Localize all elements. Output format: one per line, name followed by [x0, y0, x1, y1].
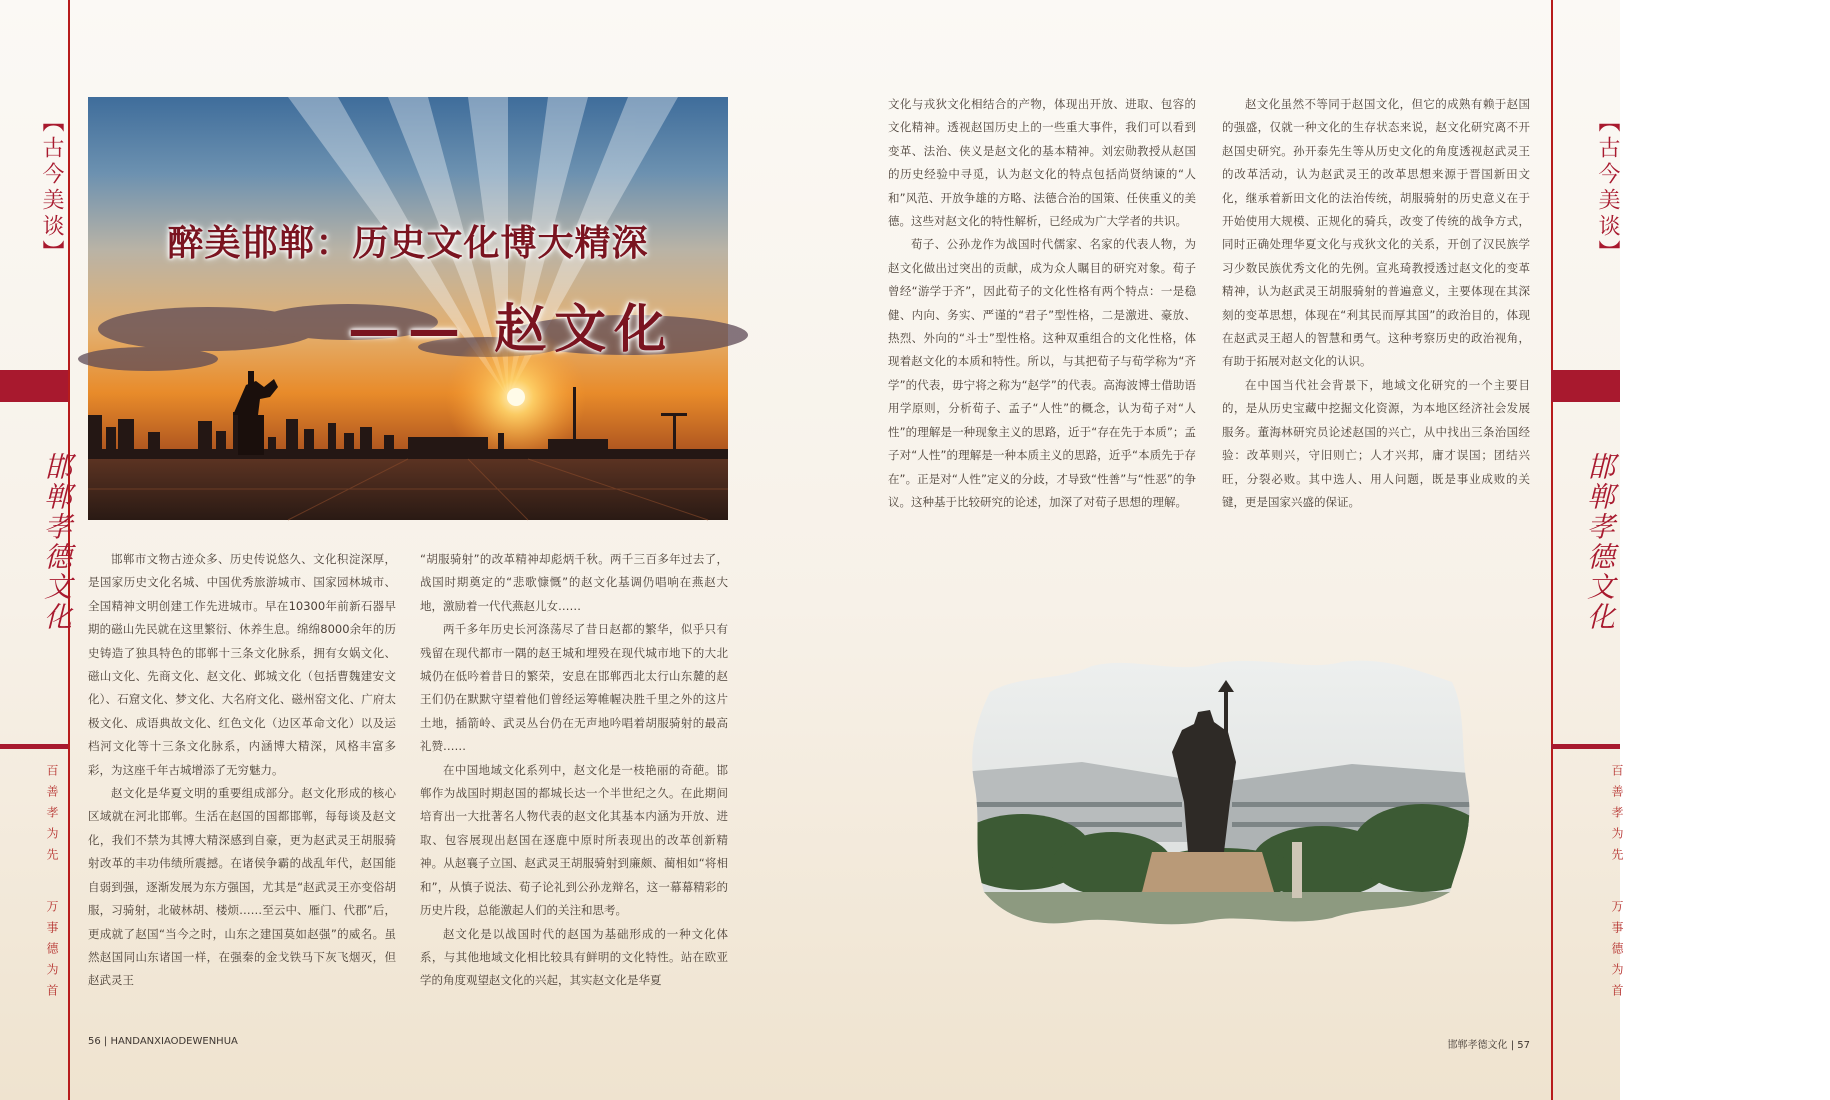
paragraph: 两千多年历史长河涤荡尽了昔日赵都的繁华，似乎只有残留在现代都市一隅的赵王城和埋殁在现代城市地下的大北城仍在低吟着昔日的繁荣，安息在邯郸西北太行山东麓的赵王们仍在默默守望着他们曾经运筹帷幄决胜千里之外的这片土地，插箭岭、武灵丛台仍在无声地吟唱着胡服骑射的最高礼赞…… — [420, 622, 728, 754]
article-column-4 — [1222, 93, 1530, 514]
right-red-band — [1551, 370, 1620, 402]
paragraph: “胡服骑射”的改革精神却彪炳千秋。两千三百多年过去了，战国时期奠定的“悲歌慷慨”的赵文化基调仍唱响在燕赵大地，激励着一代代燕赵儿女…… — [420, 552, 728, 613]
paragraph: 文化与戎狄文化相结合的产物，体现出开放、进取、包容的文化精神。透视赵国历史上的一些重大事件，我们可以看到变革、法治、侠义是赵文化的基本精神。刘宏勋教授从赵国的历史经验中寻觅，认为赵文化的特点包括尚贤纳谏的“人和”风范、开放争雄的方略、法德合治的国策、任侠重义的美德。这些对赵文化的特性解析，已经成为广大学者的共识。 — [888, 97, 1196, 229]
left-red-band-thin — [0, 744, 68, 749]
page-folio-right: 邯郸孝德文化 | 57 — [1447, 1040, 1530, 1051]
sun — [507, 388, 525, 406]
city-skyline — [88, 387, 728, 459]
hero-title-line-2: —— 赵文化 — [348, 299, 675, 360]
left-red-band — [0, 370, 68, 402]
paragraph: 赵文化是以战国时代的赵国为基础形成的一种文化体系，与其他地域文化相比较具有鲜明的文化特性。站在欧亚学的角度观望赵文化的兴起，其实赵文化是华夏 — [420, 926, 728, 988]
paragraph: 荀子、公孙龙作为战国时代儒家、名家的代表人物，为赵文化做出过突出的贡献，成为众人瞩目的研究对象。荀子曾经“游学于齐”，因此荀子的文化性格有两个特点：一是稳健、内向、务实、严谨的“君子”型性格，二是激进、豪放、热烈、外向的“斗士”型性格。这种双重组合的文化性格，体现着赵文化的本质和特性。所以，与其把荀子与荀学称为“齐学”的代表，毋宁将之称为“赵学”的代表。高海波博士借助语用学原则，分析荀子、孟子“人性”的概念，认为荀子对“人性”的理解是一种现象主义的思路，近于“存在先于本质”；孟子对“人性”的理解是一种本质主义的思路，近乎“本质先于存在”。正是对“人性”定义的分歧，才导致“性善”与“性恶”的争议。这种基于比较研究的论述，加深了对荀子思想的理解。 — [888, 237, 1196, 509]
stone-pillar — [1292, 842, 1302, 898]
page-folio-left: 56 | HANDANXIAODEWENHUA — [88, 1036, 238, 1047]
article-column-3 — [888, 93, 1196, 514]
hero-title-line-1: 醉美邯郸：历史文化博大精深 — [167, 222, 649, 264]
motto-right-1: 百善孝为先 — [1610, 764, 1624, 869]
article-column-1 — [88, 548, 396, 993]
article-column-2 — [420, 548, 728, 993]
motto-left-2: 万事德为首 — [45, 900, 59, 1005]
motto-left-1: 百善孝为先 — [45, 764, 59, 869]
section-label-right: 【古今美谈】 — [1595, 110, 1620, 266]
hero-image — [88, 97, 728, 520]
statue-photo — [962, 652, 1482, 930]
ground — [962, 892, 1482, 930]
calligraphy-left: 邯郸孝德文化 — [40, 452, 73, 632]
motto-right-2: 万事德为首 — [1610, 900, 1624, 1005]
section-label-left: 【古今美谈】 — [39, 110, 64, 266]
paragraph: 赵文化虽然不等同于赵国文化，但它的成熟有赖于赵国的强盛，仅就一种文化的生存状态来说，赵文化研究离不开赵国史研究。孙开泰先生等从历史文化的角度透视赵武灵王的改革活动，认为赵武灵王的改革思想来源于晋国新田文化，继承着新田文化的法治传统，胡服骑射的历史意义在于开始使用大规模、正规化的骑兵，改变了传统的战争方式，同时正确处理华夏文化与戎狄文化的关系，开创了汉民族学习少数民族优秀文化的先例。宣兆琦教授透过赵文化的变革精神，认为赵武灵王胡服骑射的普遍意义，主要体现在其深刻的变革思想，体现在“利其民而厚其国”的政治目的，体现在赵武灵王超人的智慧和勇气。这种考察历史的政治视角，有助于拓展对赵文化的认识。 — [1222, 97, 1530, 369]
paragraph: 在中国当代社会背景下，地域文化研究的一个主要目的，是从历史宝藏中挖掘文化资源，为本地区经济社会发展服务。董海林研究员论述赵国的兴亡，从中找出三条治国经验：改革则兴，守旧则亡；人才兴邦，庸才误国；团结兴旺，分裂必败。其中选人、用人问题，既是事业成败的关键，更是国家兴盛的保证。 — [1222, 377, 1530, 509]
paragraph: 邯郸市文物古迹众多、历史传说悠久、文化积淀深厚，是国家历史文化名城、中国优秀旅游城市、国家园林城市、全国精神文明创建工作先进城市。早在10300年前新石器早期的磁山先民就在这里繁衍、休养生息。绵绵8000余年的历史铸造了独具特色的邯郸十三条文化脉系，拥有女娲文化、磁山文化、先商文化、赵文化、邺城文化（包括曹魏建安文化）、石窟文化、梦文化、大名府文化、磁州窑文化、广府太极文化、成语典故文化、红色文化（边区革命文化）以及运档河文化等十三条文化脉系，内涵博大精深，风格丰富多彩，为这座千年古城增添了无穷魅力。 — [88, 552, 396, 777]
right-red-band-thin — [1551, 744, 1620, 749]
statue-pedestal — [1142, 852, 1274, 892]
paragraph: 在中国地域文化系列中，赵文化是一枝艳丽的奇葩。邯郸作为战国时期赵国的都城长达一个半世纪之久。在此期间培育出一大批著名人物代表的赵文化其基本内涵为开放、进取、包容展现出赵国在逐鹿中原时所表现出的改革创新精神。从赵襄子立国、赵武灵王胡服骑射到廉颇、蔺相如“将相和”，从慎子说法、荀子论礼到公孙龙辩名，这一幕幕精彩的历史片段，总能激起人们的关注和思考。 — [420, 762, 728, 918]
paragraph: 赵文化是华夏文明的重要组成部分。赵文化形成的核心区域就在河北邯郸。生活在赵国的国都邯郸，每每谈及赵文化，我们不禁为其博大精深感到自豪，更为赵武灵王胡服骑射改革的丰功伟绩所震撼。在诸侯争霸的战乱年代，赵国能自弱到强，逐渐发展为东方强国，尤其是“赵武灵王亦变俗胡服，习骑射，北破林胡、楼烦……至云中、雁门、代郡”后，更成就了赵国“当今之时，山东之建国莫如赵强”的威名。虽然赵国同山东诸国一样，在强秦的金戈铁马下灰飞烟灭，但赵武灵王 — [88, 786, 396, 988]
calligraphy-right: 邯郸孝德文化 — [1583, 452, 1616, 632]
